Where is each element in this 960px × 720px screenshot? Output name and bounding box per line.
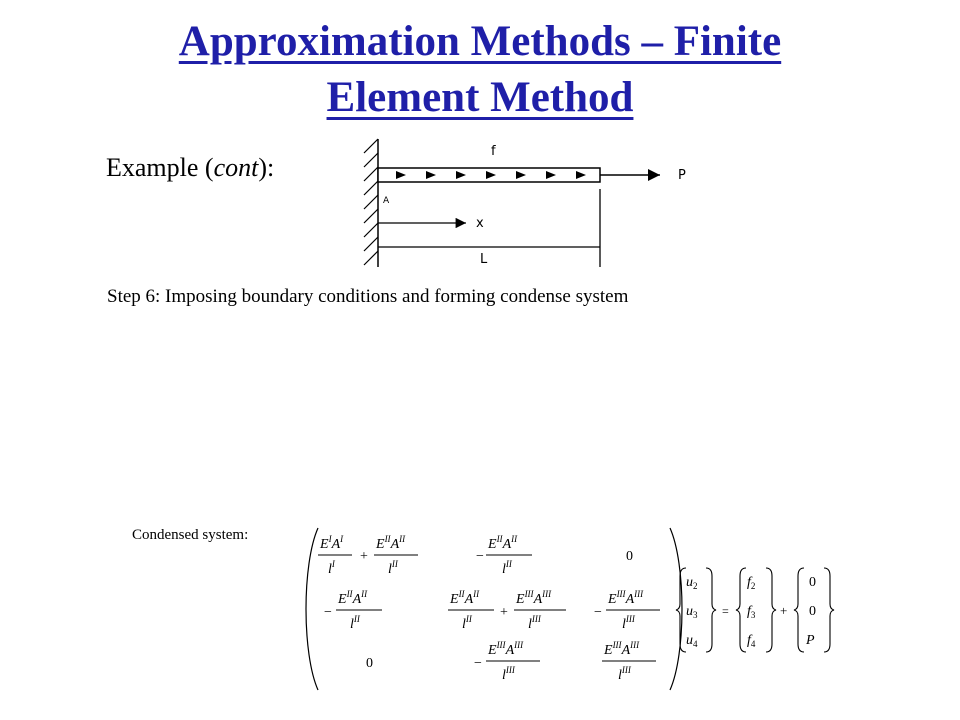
k21-term — [336, 589, 382, 632]
title-line-1: Approximation Methods – Finite — [178, 18, 782, 65]
load-vector-p — [794, 568, 834, 652]
svg-text:EIIAII: $E^{II}A^{II}$ — [450, 589, 480, 607]
matrix-left-paren — [306, 528, 318, 690]
plus-sign: + — [360, 549, 368, 564]
k33-term — [602, 640, 656, 683]
equals-sign: = — [722, 604, 729, 618]
svg-text:lII: $l^{II}$ — [502, 559, 512, 577]
condensed-system-equation — [290, 524, 860, 694]
label-a: A — [383, 196, 390, 206]
step-text: Step 6: Imposing boundary conditions and forming condense system — [107, 286, 629, 307]
svg-text:f4: $f_4$ — [747, 633, 756, 649]
svg-text:lI: $l^I$ — [328, 559, 335, 577]
minus-sign: − — [474, 656, 482, 671]
svg-text:EIAI: $E^IA^I$ — [320, 534, 344, 552]
label-f: f — [491, 144, 496, 159]
matrix-right-paren — [670, 528, 682, 690]
svg-text:lII: $l^{II}$ — [350, 614, 360, 632]
k11-term-2 — [374, 534, 418, 577]
svg-text:EIIAII: $E^{II}A^{II}$ — [488, 534, 518, 552]
svg-text:P: P — [806, 633, 815, 648]
svg-text:EIIIAIII: $E^{III}A^{III}$ — [488, 640, 524, 658]
svg-text:f3: $f_3$ — [747, 604, 756, 620]
title-line-2: Element Method — [326, 74, 634, 121]
minus-sign: − — [594, 605, 602, 620]
minus-sign: − — [476, 549, 484, 564]
k32-term — [486, 640, 540, 683]
minus-sign: − — [324, 605, 332, 620]
svg-text:f2: $f_2$ — [747, 575, 756, 591]
page-title — [0, 14, 960, 126]
svg-text:u4: $u_4$ — [686, 633, 698, 649]
svg-text:lII: $l^{II}$ — [462, 614, 472, 632]
svg-text:0: 0 — [809, 604, 816, 619]
svg-text:lIII: $l^{III}$ — [502, 665, 515, 683]
matrix-row-3 — [366, 640, 656, 683]
plus-sign: + — [780, 603, 788, 618]
example-heading — [106, 153, 274, 183]
k23-term — [606, 589, 660, 632]
matrix-row-2 — [324, 589, 660, 632]
svg-text:lIII: $l^{III}$ — [622, 614, 635, 632]
k22-term-1 — [448, 589, 494, 632]
matrix-row-1 — [318, 534, 633, 577]
svg-text:EIIIAIII: $E^{III}A^{III}$ — [604, 640, 640, 658]
label-p: P — [678, 168, 686, 183]
k11-term-1 — [318, 534, 352, 577]
k31-zero: 0 — [366, 656, 373, 671]
label-x: x — [476, 216, 484, 231]
plus-sign: + — [500, 605, 508, 620]
wall-hatching — [364, 139, 378, 265]
example-suffix: ): — [258, 153, 275, 182]
bar-diagram — [358, 127, 686, 267]
svg-text:0: 0 — [809, 575, 816, 590]
k13-zero: 0 — [626, 549, 633, 564]
k22-term-2 — [514, 589, 566, 632]
svg-text:EIIAII: $E^{II}A^{II}$ — [376, 534, 406, 552]
k12-term — [486, 534, 532, 577]
svg-text:EIIIAIII: $E^{III}A^{III}$ — [608, 589, 644, 607]
condensed-system-label: Condensed system: — [132, 527, 249, 543]
svg-text:lIII: $l^{III}$ — [618, 665, 631, 683]
svg-text:u3: $u_3$ — [686, 604, 698, 620]
svg-text:EIIIAIII: $E^{III}A^{III}$ — [516, 589, 552, 607]
svg-text:lII: $l^{II}$ — [388, 559, 398, 577]
svg-text:EIIAII: $E^{II}A^{II}$ — [338, 589, 368, 607]
load-vector-f — [736, 568, 776, 652]
example-prefix: Example ( — [106, 153, 214, 182]
example-italic: cont — [213, 153, 259, 182]
label-l: L — [480, 252, 488, 267]
svg-text:u2: $u_2$ — [686, 575, 698, 591]
svg-text:lIII: $l^{III}$ — [528, 614, 541, 632]
